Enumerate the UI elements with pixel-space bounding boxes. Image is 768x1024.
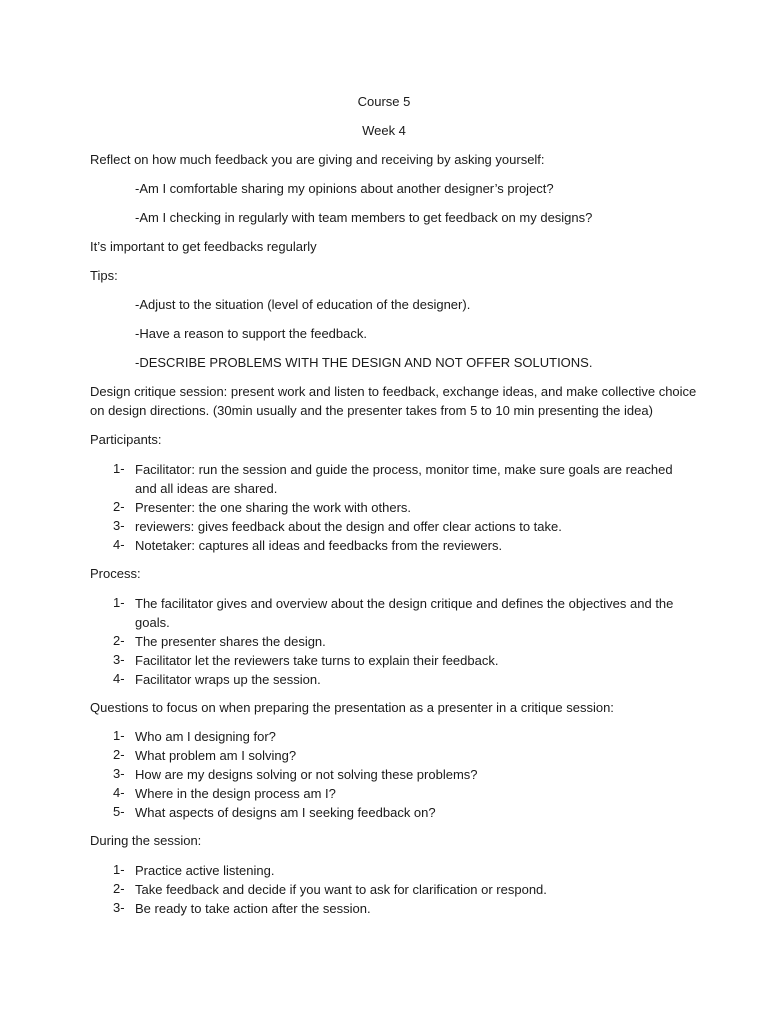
process-item: The facilitator gives and overview about the design critique and defines the objectives and the goals.: [135, 596, 674, 630]
list-number: 2-: [113, 881, 125, 896]
list-number: 4-: [113, 671, 125, 686]
process-title: Process:: [90, 566, 141, 581]
list-number: 1-: [113, 728, 125, 743]
reflect-question-1: -Am I comfortable sharing my opinions about another designer’s project?: [135, 181, 554, 196]
session-description-line-1: Design critique session: present work and listen to feedback, exchange ideas, and make collective choice: [90, 384, 697, 399]
participant-item: Notetaker: captures all ideas and feedbacks from the reviewers.: [135, 538, 503, 553]
participant-item: reviewers: gives feedback about the design and offer clear actions to take.: [135, 519, 562, 534]
list-number: 3-: [113, 652, 125, 667]
during-item: Practice active listening.: [135, 863, 275, 878]
week-heading: Week 4: [362, 123, 406, 138]
tip-item: -Adjust to the situation (level of education of the designer).: [135, 297, 471, 312]
list-number: 3-: [113, 766, 125, 781]
participants-title: Participants:: [90, 432, 162, 447]
participant-item: Presenter: the one sharing the work with others.: [135, 500, 412, 515]
during-title: During the session:: [90, 833, 202, 848]
question-item: What aspects of designs am I seeking feedback on?: [135, 805, 436, 820]
reflect-question-2: -Am I checking in regularly with team members to get feedback on my designs?: [135, 210, 593, 225]
session-description-line-2: on design directions. (30min usually and the presenter takes from 5 to 10 min presenting the idea): [90, 403, 653, 418]
question-item: How are my designs solving or not solving these problems?: [135, 767, 478, 782]
important-note: It’s important to get feedbacks regularly: [90, 239, 317, 254]
tips-title: Tips:: [90, 268, 118, 283]
question-item: What problem am I solving?: [135, 748, 297, 763]
process-item: Facilitator let the reviewers take turns to explain their feedback.: [135, 653, 499, 668]
question-item: Where in the design process am I?: [135, 786, 336, 801]
list-number: 2-: [113, 747, 125, 762]
questions-title: Questions to focus on when preparing the presentation as a presenter in a critique session:: [90, 700, 614, 715]
during-item: Take feedback and decide if you want to ask for clarification or respond.: [135, 882, 547, 897]
list-number: 4-: [113, 785, 125, 800]
tip-item: -Have a reason to support the feedback.: [135, 326, 367, 341]
list-number: 4-: [113, 537, 125, 552]
list-number: 3-: [113, 900, 125, 915]
list-number: 1-: [113, 461, 125, 476]
list-number: 2-: [113, 499, 125, 514]
list-number: 1-: [113, 595, 125, 610]
participant-item: Facilitator: run the session and guide the process, monitor time, make sure goals are reached and all ideas are shared.: [135, 462, 673, 496]
question-item: Who am I designing for?: [135, 729, 276, 744]
during-item: Be ready to take action after the session.: [135, 901, 371, 916]
process-item: The presenter shares the design.: [135, 634, 326, 649]
process-item: Facilitator wraps up the session.: [135, 672, 321, 687]
course-heading: Course 5: [357, 94, 411, 109]
reflect-intro: Reflect on how much feedback you are giving and receiving by asking yourself:: [90, 152, 545, 167]
list-number: 3-: [113, 518, 125, 533]
tip-item: -DESCRIBE PROBLEMS WITH THE DESIGN AND NOT OFFER SOLUTIONS.: [135, 355, 593, 370]
list-number: 1-: [113, 862, 125, 877]
list-number: 5-: [113, 804, 125, 819]
list-number: 2-: [113, 633, 125, 648]
